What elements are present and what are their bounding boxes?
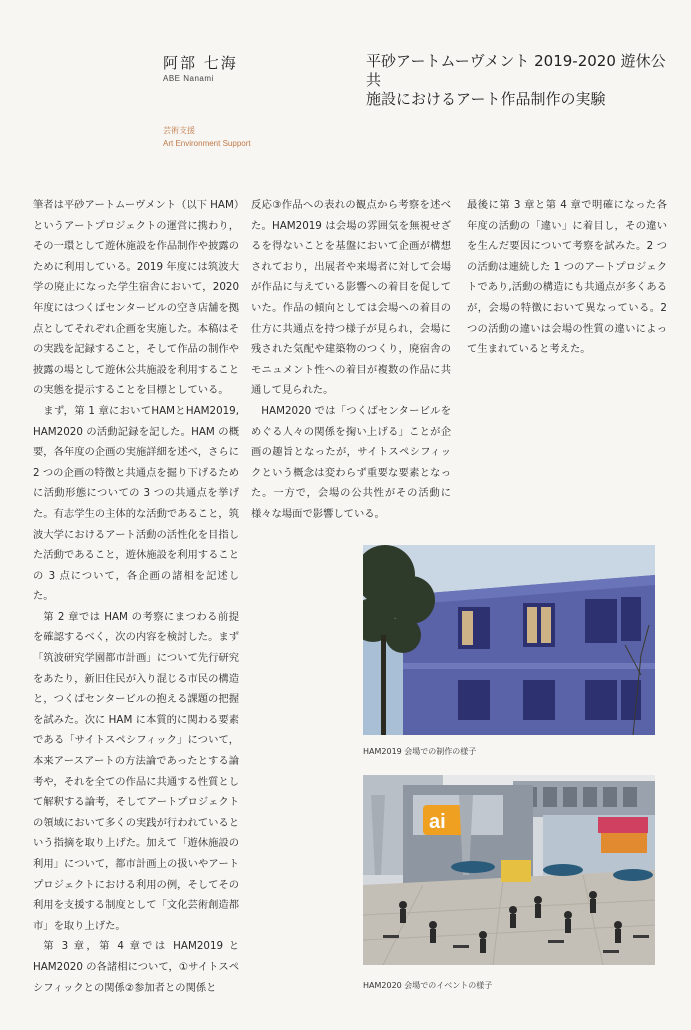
- body-column-2: [251, 195, 451, 525]
- category-label-ja: 芸術支援: [163, 126, 195, 135]
- body-column-3: [467, 195, 667, 360]
- sign-text: ai: [429, 811, 446, 833]
- category-label-en: Art Environment Support: [163, 139, 251, 148]
- photo-caption: HAM2019 会場での制作の様子: [363, 747, 477, 756]
- author-name: 阿部 七海: [163, 54, 238, 72]
- author-roman-name: ABE Nanami: [163, 74, 214, 83]
- title-line-2: 施設におけるアート作品制作の実験: [366, 90, 606, 108]
- article-title: [366, 52, 666, 109]
- paragraph: 筆者は平砂アートムーヴメント（以下 HAM）というアートプロジェクトの運営に携わり，その一環として遊休施設を作品制作や披露のために利用している。2019 年度には筑波大学の廃止になった学生宿舎において，2020 年度にはつくばセンタービルの空き店舗を拠点としてそれぞれ企画を実施した。本稿はその実践を記録すること，そして作品の制作や披露の場として遊休公共施設を利用することの実態を提示することを目標としている。: [33, 199, 240, 397]
- photo-dormitory-building: [363, 545, 655, 735]
- photo-center-building-plaza: [363, 775, 655, 965]
- paragraph: 第 2 章では HAM の考察にまつわる前提を確認するべく，次の内容を検討した。まず「筑波研究学園都市計画」について先行研究をあたり，新旧住民が入り混じる市民の構造と，つくばセンタービルの抱える課題の把握を試みた。次に HAM に本質的に関わる要素である「サイトスペシフィック」について，本来アースアートの方法論であったとする論考や，それを全ての作品に共通する性質として解釈する論考，そしてアートプロジェクトの領域において多くの実践が行われているという指摘を取り上げた。加えて「遊休施設の利用」について，都市計画上の扱いやアートプロジェクトにおける利用の例，そしてその利用を支援する制度として「文化芸術創造都市」を取り上げた。: [33, 610, 239, 932]
- photo-caption: HAM2020 会場でのイベントの様子: [363, 981, 493, 990]
- paragraph: まず，第 1 章においてHAMとHAM2019, HAM2020 の活動記録を記した。HAM の概要，各年度の企画の実施詳細を述べ，さらに 2 つの企画の特徴と共通点を掘り下げるために活動形態についての 3 つの共通点を挙げた。有志学生の主体的な活動であること，筑波大学におけるアート活動の活性化を目指した活動であること，遊休施設を利用することの 3 点について，各企画の諸相を記述した。: [33, 404, 239, 603]
- paragraph: HAM2020 では「つくばセンタービルをめぐる人々の関係を掬い上げる」ことが企画の趣旨となったが，サイトスペシフィックという概念は変わらず重要な要素となった。一方で，会場の公共性がその活動に様々な場面で影響している。: [251, 404, 451, 520]
- body-column-1: [33, 195, 239, 998]
- paragraph: 最後に第 3 章と第 4 章で明確になった各年度の活動の「違い」に着目し，その違いを生んだ要因について考察を試みた。2 つの活動は連続した 1 つのアートプロジェクトであり,活動の構造にも共通点が多くあるが，会場の特徴において異なっている。2 つの活動の違いは会場の性質の違いによって生まれていると考えた。: [467, 199, 667, 356]
- paragraph: 第 3 章，第 4 章では HAM2019 と HAM2020 の各諸相について，①サイトスペシフィックとの関係②参加者との関係と: [33, 940, 239, 994]
- title-line-1: 平砂アートムーヴメント 2019-2020 遊休公共: [366, 52, 666, 89]
- paragraph: 反応③作品への表れの観点から考察を述べた。HAM2019 は会場の雰囲気を無視せざるを得ないことを基盤において企画が構想されており，出展者や来場者に対して会場が作品に与えている影響への着目を促していた。作品の傾向としては会場への着目の仕方に共通点を持つ様子が見られ，会場に残された気配や建築物のつくり，廃宿舎のモニュメント性への着目が複数の作品に共通して見られた。: [251, 199, 451, 397]
